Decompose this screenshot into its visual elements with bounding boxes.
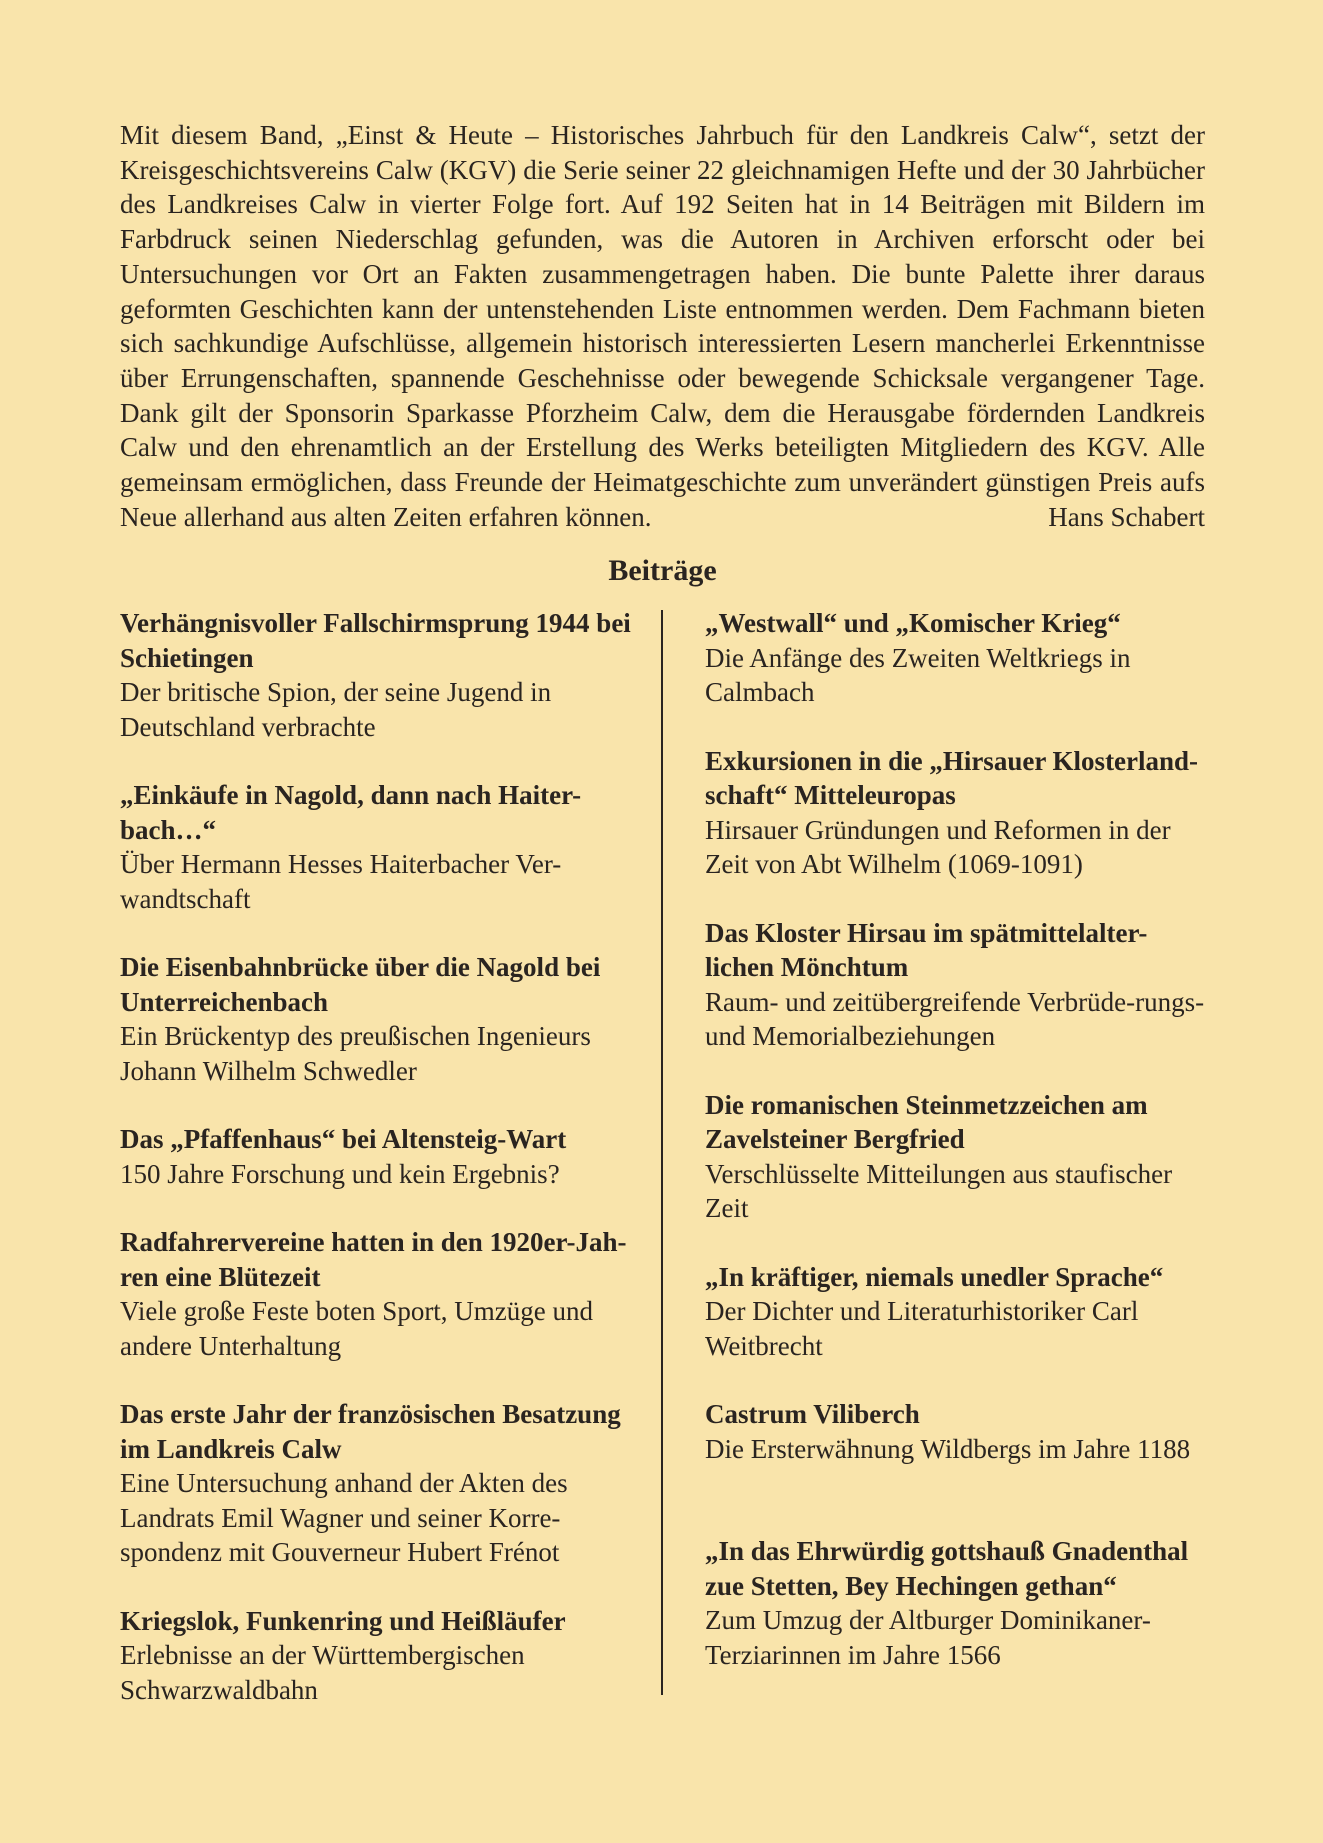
entry-title: Radfahrervereine hatten in den 1920er-Jah-ren eine Blütezeit bbox=[120, 1227, 627, 1292]
entry-subtitle: Zum Umzug der Altburger Dominikaner-Terziarinnen im Jahre 1566 bbox=[705, 1605, 1151, 1670]
list-item bbox=[120, 950, 640, 1088]
list-item bbox=[705, 1088, 1205, 1226]
list-item bbox=[120, 1397, 640, 1570]
entry-title: „Westwall“ und „Komischer Krieg“ bbox=[705, 608, 1121, 639]
list-item bbox=[120, 1225, 640, 1363]
intro-paragraph bbox=[120, 118, 1205, 534]
entry-subtitle: Die Ersterwähnung Wildbergs im Jahre 1188 bbox=[705, 1433, 1191, 1464]
right-column bbox=[683, 606, 1205, 1741]
section-heading: Beiträge bbox=[608, 554, 717, 588]
list-item bbox=[705, 1397, 1205, 1466]
entry-title: „Einkäufe in Nagold, dann nach Haiter-bach…“ bbox=[120, 780, 582, 845]
contributions-columns bbox=[120, 606, 1205, 1741]
list-item bbox=[705, 1534, 1205, 1672]
entry-subtitle: Viele große Feste boten Sport, Umzüge und andere Unterhaltung bbox=[120, 1296, 594, 1361]
list-item bbox=[705, 1260, 1205, 1364]
left-column bbox=[120, 606, 640, 1741]
spacer bbox=[705, 1500, 1205, 1534]
entry-title: Das „Pfaffenhaus“ bei Altensteig-Wart bbox=[120, 1124, 567, 1155]
entry-title: Exkursionen in die „Hirsauer Klosterland-schaft“ Mitteleuropas bbox=[705, 745, 1199, 811]
entry-title: Die Eisenbahnbrücke über die Nagold bei Unterreichenbach bbox=[120, 952, 601, 1017]
entry-title: „In kräftiger, niemals unedler Sprache“ bbox=[705, 1261, 1164, 1292]
entry-subtitle: Über Hermann Hesses Haiterbacher Ver-wandtschaft bbox=[120, 849, 562, 914]
entry-title: Castrum Viliberch bbox=[705, 1399, 920, 1430]
entry-subtitle: Der britische Spion, der seine Jugend in Deutschland verbrachte bbox=[120, 677, 552, 742]
entry-subtitle: Der Dichter und Literaturhistoriker Carl Weitbrecht bbox=[705, 1296, 1139, 1361]
page bbox=[120, 118, 1205, 1741]
entry-title: „In das Ehrwürdig gottshauß Gnadenthal zue Stetten, Bey Hechingen gethan“ bbox=[705, 1536, 1189, 1601]
signature: Hans Schabert bbox=[1048, 501, 1205, 532]
intro-text: Mit diesem Band, „Einst & Heute – Historisches Jahrbuch für den Landkreis Calw“, setzt der Kreisgeschichtsvereins Calw (KGV) die Serie seiner 22 gleichnamigen Hefte und der 30 Jahrbücher des Landkreises Calw in vierter Folge fort. Auf 192 Seiten hat in 14 Beiträgen mit Bildern im Farbdruck seinen Niederschlag gefunden, was die Autoren in Archiven erforscht oder bei Untersuchungen vor Ort an Fakten zusammengetragen haben. Die bunte Palette ihrer daraus geformten Geschichten kann der untenstehenden Liste entnommen werden. Dem Fachmann bieten sich sachkundige Aufschlüsse, allgemein historisch interessierten Lesern mancherlei Erkenntnisse über Errungenschaften, spannende Geschehnisse oder bewegende Schicksale vergangener Tage. Dank gilt der Sponsorin Sparkasse Pforzheim Calw, dem die Herausgabe fördernden Landkreis Calw und den ehrenamtlich an der Erstellung des Werks beteiligten Mitgliedern des KGV. Alle gemeinsam ermöglichen, dass Freunde der Heimatgeschichte zum unverändert günstigen Preis aufs Neue allerhand aus alten Zeiten erfahren können. bbox=[120, 120, 1205, 532]
list-item bbox=[120, 778, 640, 916]
entry-subtitle: Die Anfänge des Zweiten Weltkriegs in Calmbach bbox=[705, 642, 1131, 708]
entry-subtitle: Raum- und zeitübergreifende Verbrüde-rungs- und Memorialbeziehungen bbox=[705, 986, 1205, 1052]
entry-subtitle: Eine Untersuchung anhand der Akten des Landrats Emil Wagner und seiner Korre-spondenz mit Gouverneur Hubert Frénot bbox=[120, 1468, 568, 1568]
entry-title: Die romanischen Steinmetzzeichen am Zavelsteiner Bergfried bbox=[705, 1089, 1148, 1155]
list-item bbox=[120, 606, 640, 744]
list-item bbox=[705, 916, 1205, 1054]
list-item bbox=[120, 1604, 640, 1708]
list-item bbox=[705, 606, 1205, 710]
entry-subtitle: Hirsauer Gründungen und Reformen in der Zeit von Abt Wilhelm (1069-1091) bbox=[705, 814, 1171, 880]
entry-subtitle: Erlebnisse an der Württembergischen Schwarzwaldbahn bbox=[120, 1640, 525, 1705]
entry-title: Kriegslok, Funkenring und Heißläufer bbox=[120, 1605, 566, 1636]
column-divider bbox=[661, 610, 663, 1695]
entry-subtitle: Ein Brückentyp des preußischen Ingenieurs Johann Wilhelm Schwedler bbox=[120, 1021, 591, 1086]
list-item bbox=[120, 1122, 640, 1191]
entry-title: Das Kloster Hirsau im spätmittelalter-lichen Mönchtum bbox=[705, 917, 1148, 983]
entry-subtitle: 150 Jahre Forschung und kein Ergebnis? bbox=[120, 1158, 560, 1189]
entry-title: Verhängnisvoller Fallschirmsprung 1944 bei Schietingen bbox=[120, 608, 631, 673]
list-item bbox=[705, 744, 1205, 882]
entry-title: Das erste Jahr der französischen Besatzung im Landkreis Calw bbox=[120, 1399, 621, 1464]
entry-subtitle: Verschlüsselte Mitteilungen aus staufischer Zeit bbox=[705, 1158, 1173, 1224]
